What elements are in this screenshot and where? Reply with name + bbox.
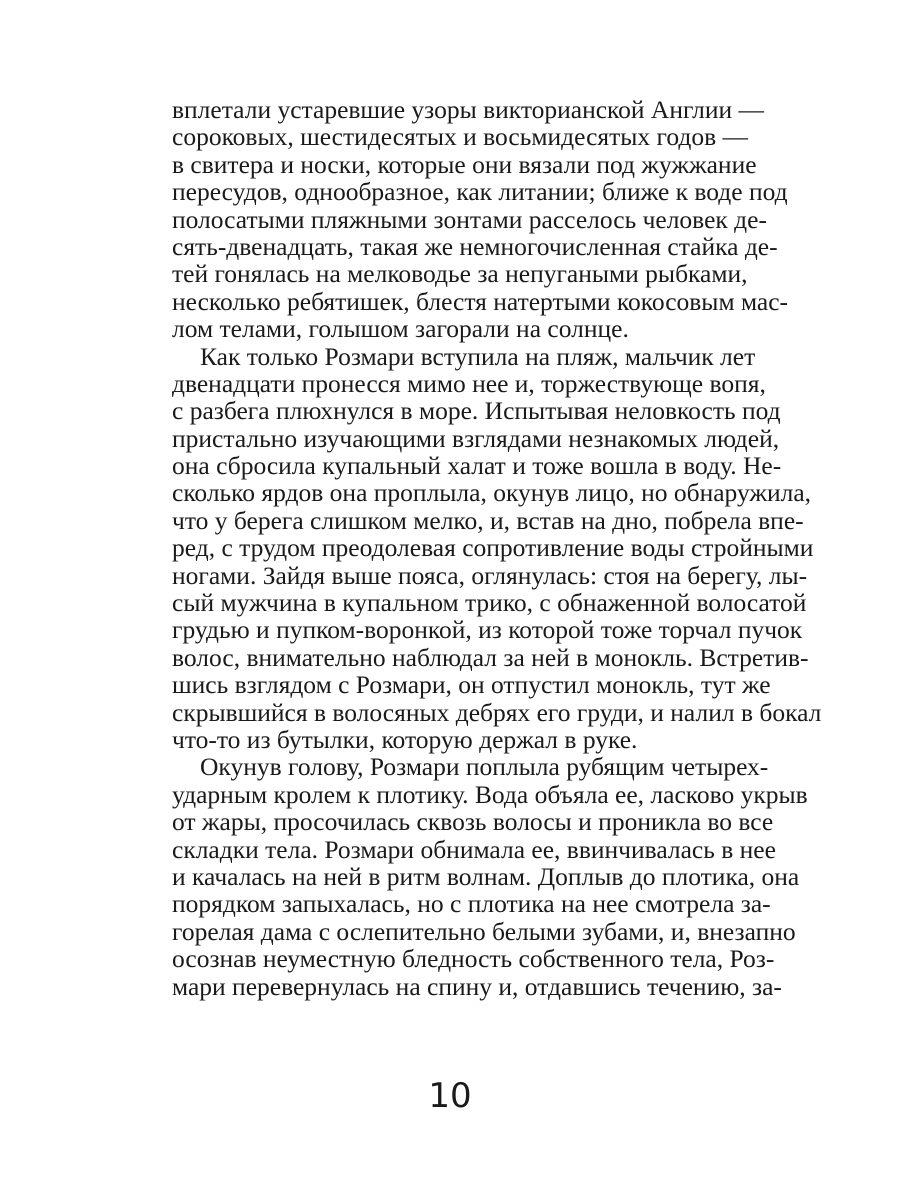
text-line: порядком запыхалась, но с плотика на нее смотрела за- [172,889,771,919]
text-line: тей гонялась на мелководье за непугаными рыбками, [172,259,748,289]
text-line: от жары, просочилась сквозь волосы и проникла во все [172,807,774,837]
text-line: сять-двенадцать, такая же немногочисленная стайка де- [172,231,778,261]
paragraph-2 [172,341,822,754]
text-line: ударным кролем к плотику. Вода объяла ее, ласково укрыв [172,779,808,809]
page-number: 10 [428,1076,472,1116]
text-line: складки тела. Розмари обнимала ее, ввинчивалась в нее [172,834,776,864]
text-line: в свитера и носки, которые они вязали под жужжание [172,149,757,179]
text-line: горелая дама с ослепительно белыми зубами, и, внезапно [172,916,796,946]
paragraph-3 [172,752,808,1001]
paragraph-1 [172,95,789,344]
text-line: и качалась на ней в ритм волнам. Доплыв до плотика, она [172,861,800,891]
text-line: шись взглядом с Розмари, он отпустил монокль, тут же [172,670,771,700]
text-line: несколько ребятишек, блестя натертыми кокосовым мас- [172,286,789,316]
text-line: пересудов, однообразное, как литании; ближе к воде под [172,177,788,207]
text-line: сколько ярдов она проплыла, окунув лицо, но обнаружила, [172,478,812,508]
text-line: она сбросила купальный халат и тоже вошла в воду. Не- [172,451,782,481]
text-line: с разбега плюхнулся в море. Испытывая неловкость под [172,396,781,426]
text-line: грудью и пупком-воронкой, из которой тоже торчал пучок [172,615,803,645]
text-line: скрывшийся в волосяных дебрях его груди, и налил в бокал [172,697,822,727]
page-body [172,95,822,1196]
text-line: что у берега слишком мелко, и, встав на дно, побрела впе- [172,505,804,535]
text-line: двенадцати пронесся мимо нее и, торжествующе вопя, [172,368,766,398]
text-line: осознав неуместную бледность собственного тела, Роз- [172,944,775,974]
text-line: что-то из бутылки, которую держал в руке. [172,724,638,754]
text-line: волос, внимательно наблюдал за ней в монокль. Встретив- [172,642,809,672]
text-line: пристально изучающими взглядами незнакомых людей, [172,423,780,453]
text-line: ред, с трудом преодолевая сопротивление воды стройными [172,533,814,563]
text-line: сороковых, шестидесятых и восьмидесятых годов — [172,122,749,152]
text-line: лом телами, голышом загорали на солнце. [172,314,629,344]
text-line: мари перевернулась на спину и, отдавшись течению, за- [172,971,782,1001]
text-line: сый мужчина в купальном трико, с обнаженной волосатой [172,588,807,618]
text-line: вплетали устаревшие узоры викторианской Англии — [172,95,765,124]
text-line: ногами. Зайдя выше пояса, оглянулась: стоя на берегу, лы- [172,560,808,590]
text-line: полосатыми пляжными зонтами расселось человек де- [172,204,767,234]
text-line: Окунув голову, Розмари поплыла рубящим четырех- [200,752,769,782]
text-line: Как только Розмари вступила на пляж, мальчик лет [200,341,756,371]
